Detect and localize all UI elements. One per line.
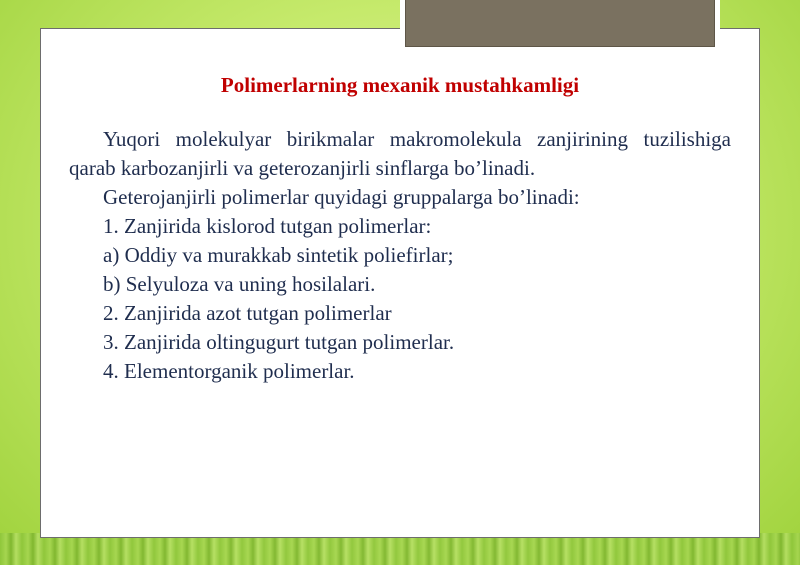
list-item: 3. Zanjirida oltingugurt tutgan polimerlar. (103, 330, 455, 354)
slide-content (69, 125, 731, 386)
slide-title: Polimerlarning mexanik mustahkamligi (220, 73, 580, 97)
list-item: b) Selyuloza va uning hosilalari. (103, 272, 376, 296)
list-item: a) Oddiy va murakkab sintetik poliefirlar; (103, 243, 454, 267)
list-item: 2. Zanjirida azot tutgan polimerlar (103, 301, 392, 325)
header-tab (400, 0, 720, 52)
intro-paragraph: Yuqori molekulyar birikmalar makromolekula zanjirining tuzilishiga qarab karbozanjirli va geterozanjirli sinflarga bo’linadi. (69, 127, 731, 180)
header-tab-fill (405, 0, 715, 47)
list-item: Geterojanjirli polimerlar quyidagi gruppalarga bo’linadi: (103, 185, 580, 209)
slide-panel (40, 28, 760, 538)
list-item: 1. Zanjirida kislorod tutgan polimerlar: (103, 214, 432, 238)
list-item: 4. Elementorganik polimerlar. (103, 359, 355, 383)
